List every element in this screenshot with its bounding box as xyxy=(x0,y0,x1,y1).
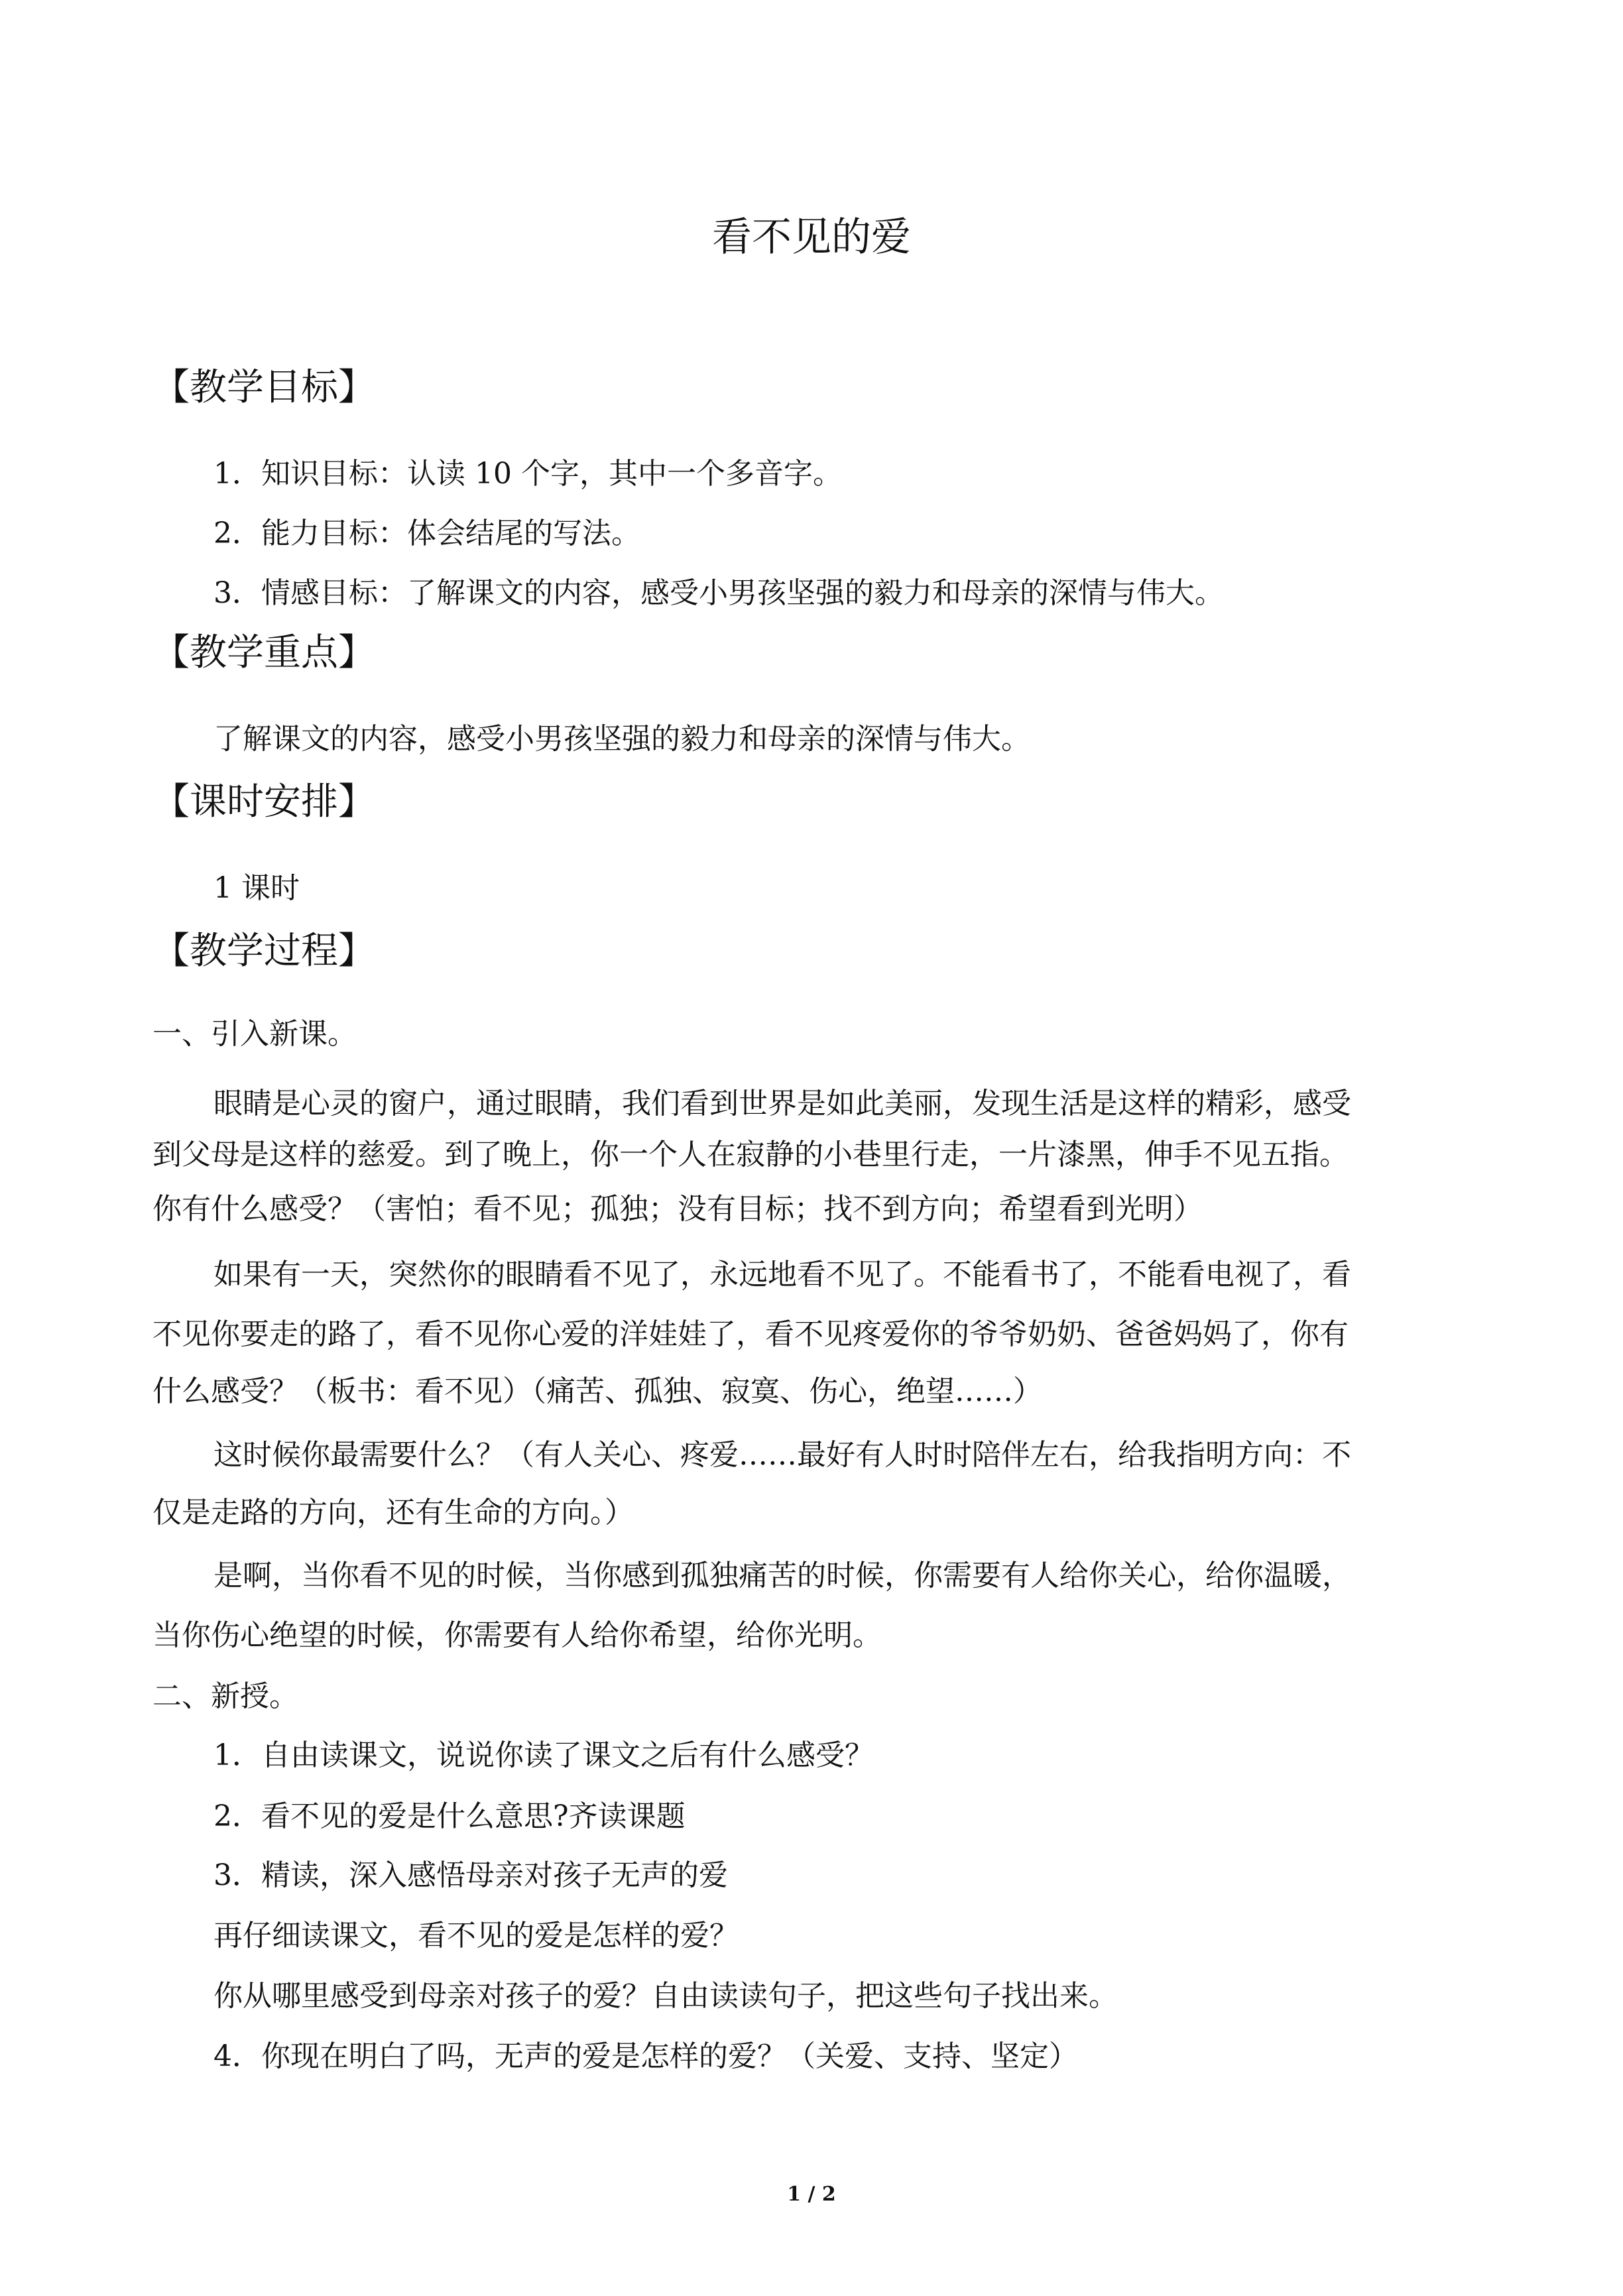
heading-teaching-process: 【教学过程】 xyxy=(152,930,375,973)
heading-teaching-key: 【教学重点】 xyxy=(152,631,375,674)
part2-heading: 二、新授。 xyxy=(152,1679,298,1713)
step-item: 1．自由读课文，说说你读了课文之后有什么感受？ xyxy=(213,1738,874,1772)
paragraph-line: 什么感受？（板书：看不见）（痛苦、孤独、寂寞、伤心，绝望……） xyxy=(152,1374,1042,1408)
heading-teaching-goals: 【教学目标】 xyxy=(152,366,375,409)
paragraph-line: 你有什么感受？（害怕；看不见；孤独；没有目标；找不到方向；希望看到光明） xyxy=(152,1192,1203,1226)
paragraph-line: 这时候你最需要什么？（有人关心、疼爱……最好有人时时陪伴左右，给我指明方向：不 xyxy=(213,1438,1351,1472)
document-title: 看不见的爱 xyxy=(712,214,911,261)
paragraph-line: 仅是走路的方向，还有生命的方向。） xyxy=(152,1496,634,1530)
goal-item: 3．情感目标：了解课文的内容，感受小男孩坚强的毅力和母亲的深情与伟大。 xyxy=(213,576,1224,610)
page-number: 1 / 2 xyxy=(787,2183,836,2206)
step-item: 4．你现在明白了吗，无声的爱是怎样的爱？（关爱、支持、坚定） xyxy=(213,2039,1078,2073)
key-text: 了解课文的内容，感受小男孩坚强的毅力和母亲的深情与伟大。 xyxy=(213,722,1030,756)
paragraph-line: 到父母是这样的慈爱。到了晚上，你一个人在寂静的小巷里行走，一片漆黑，伸手不见五指。 xyxy=(152,1138,1349,1172)
goal-item: 2．能力目标：体会结尾的写法。 xyxy=(213,516,640,550)
step-item: 你从哪里感受到母亲对孩子的爱？自由读读句子，把这些句子找出来。 xyxy=(213,1979,1118,2013)
schedule-text: 1 课时 xyxy=(213,871,300,905)
paragraph-line: 当你伤心绝望的时候，你需要有人给你希望，给你光明。 xyxy=(152,1618,882,1652)
part1-heading: 一、引入新课。 xyxy=(152,1017,357,1051)
step-item: 2．看不见的爱是什么意思?齐读课题 xyxy=(213,1799,686,1833)
goal-item: 1．知识目标：认读 10 个字，其中一个多音字。 xyxy=(213,457,842,491)
paragraph-line: 如果有一天，突然你的眼睛看不见了，永远地看不见了。不能看书了，不能看电视了，看 xyxy=(213,1258,1351,1292)
paragraph-line: 不见你要走的路了，看不见你心爱的洋娃娃了，看不见疼爱你的爷爷奶奶、爸爸妈妈了，你有 xyxy=(152,1317,1349,1351)
heading-schedule: 【课时安排】 xyxy=(152,780,375,823)
paragraph-line: 眼睛是心灵的窗户，通过眼睛，我们看到世界是如此美丽，发现生活是这样的精彩，感受 xyxy=(213,1087,1351,1120)
step-item: 3．精读，深入感悟母亲对孩子无声的爱 xyxy=(213,1858,728,1892)
paragraph-line: 是啊，当你看不见的时候，当你感到孤独痛苦的时候，你需要有人给你关心，给你温暖， xyxy=(213,1559,1351,1593)
step-item: 再仔细读课文，看不见的爱是怎样的爱？ xyxy=(213,1919,739,1953)
